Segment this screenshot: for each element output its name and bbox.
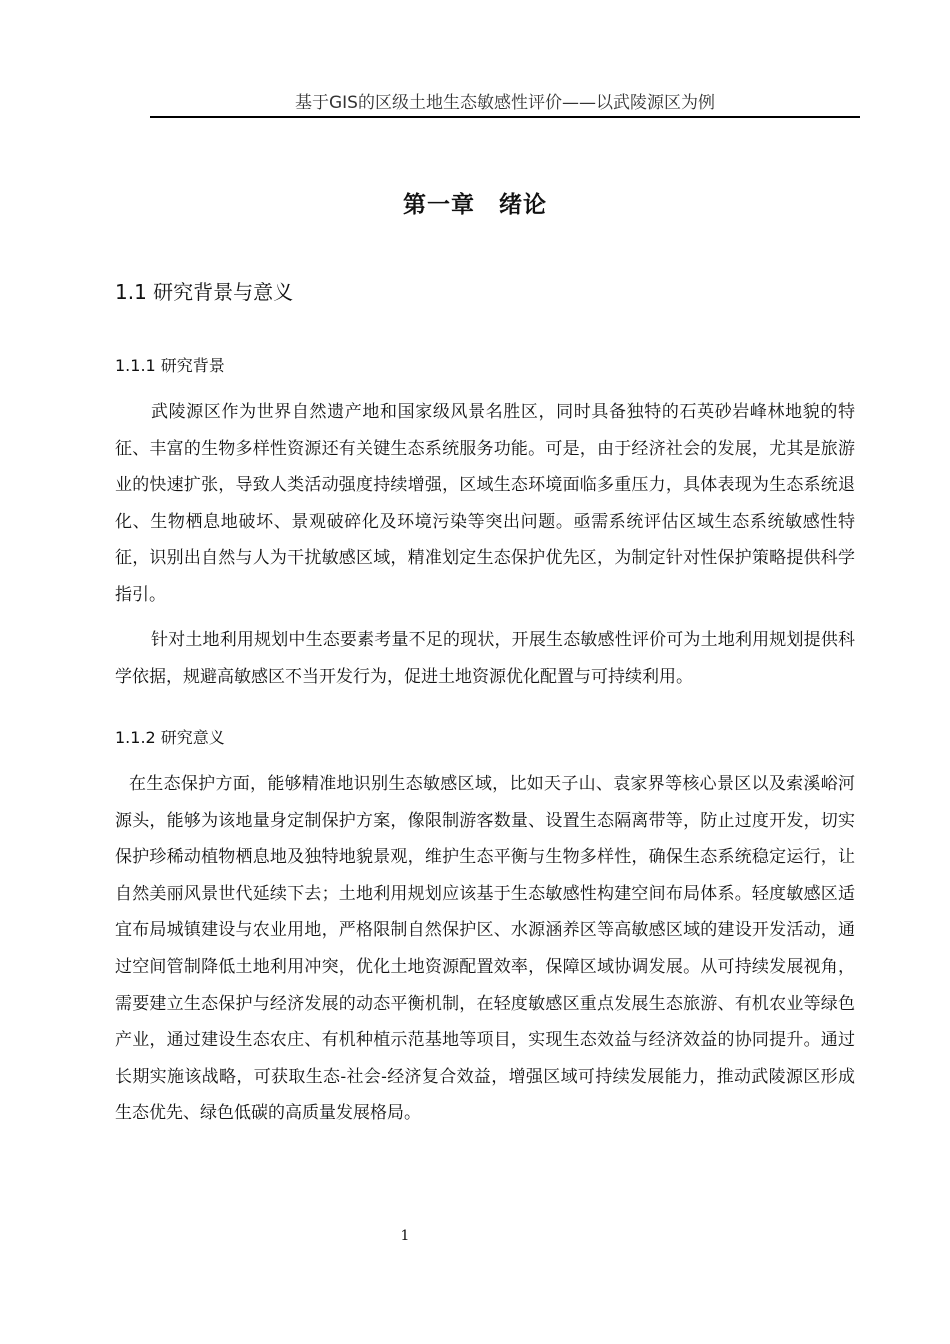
page-number: 1 bbox=[400, 1228, 410, 1244]
subsection-heading-background: 1.1.1 研究背景 bbox=[115, 356, 225, 375]
body-paragraph: 针对土地利用规划中生态要素考量不足的现状，开展生态敏感性评价可为土地利用规划提供科学依据，规避高敏感区不当开发行为，促进土地资源优化配置与可持续利用。 bbox=[115, 630, 855, 687]
section-heading: 1.1 研究背景与意义 bbox=[115, 280, 294, 304]
subsection-heading-significance: 1.1.2 研究意义 bbox=[115, 728, 225, 747]
body-paragraph: 武陵源区作为世界自然遗产地和国家级风景名胜区，同时具备独特的石英砂岩峰林地貌的特征、丰富的生物多样性资源还有关键生态系统服务功能。可是，由于经济社会的发展，尤其是旅游业的快速扩张，导致人类活动强度持续增强，区域生态环境面临多重压力，具体表现为生态系统退化、生物栖息地破坏、景观破碎化及环境污染等突出问题。亟需系统评估区域生态系统敏感性特征，识别出自然与人为干扰敏感区域，精准划定生态保护优先区，为制定针对性保护策略提供科学指引。 bbox=[115, 402, 855, 605]
body-paragraph: 在生态保护方面，能够精准地识别生态敏感区域，比如天子山、袁家界等核心景区以及索溪峪河源头，能够为该地量身定制保护方案，像限制游客数量、设置生态隔离带等，防止过度开发，切实保护珍稀动植物栖息地及独特地貌景观，维护生态平衡与生物多样性，确保生态系统稳定运行，让自然美丽风景世代延续下去；土地利用规划应该基于生态敏感性构建空间布局体系。轻度敏感区适宜布局城镇建设与农业用地，严格限制自然保护区、水源涵养区等高敏感区域的建设开发活动，通过空间管制降低土地利用冲突，优化土地资源配置效率，保障区域协调发展。从可持续发展视角，需要建立生态保护与经济发展的动态平衡机制，在轻度敏感区重点发展生态旅游、有机农业等绿色产业，通过建设生态农庄、有机种植示范基地等项目，实现生态效益与经济效益的协同提升。通过长期实施该战略，可获取生态-社会-经济复合效益，增强区域可持续发展能力，推动武陵源区形成生态优先、绿色低碳的高质量发展格局。 bbox=[115, 774, 855, 1124]
chapter-title: 第一章 绪论 bbox=[403, 192, 547, 218]
running-header: 基于GIS的区级土地生态敏感性评价——以武陵源区为例 bbox=[150, 90, 860, 118]
